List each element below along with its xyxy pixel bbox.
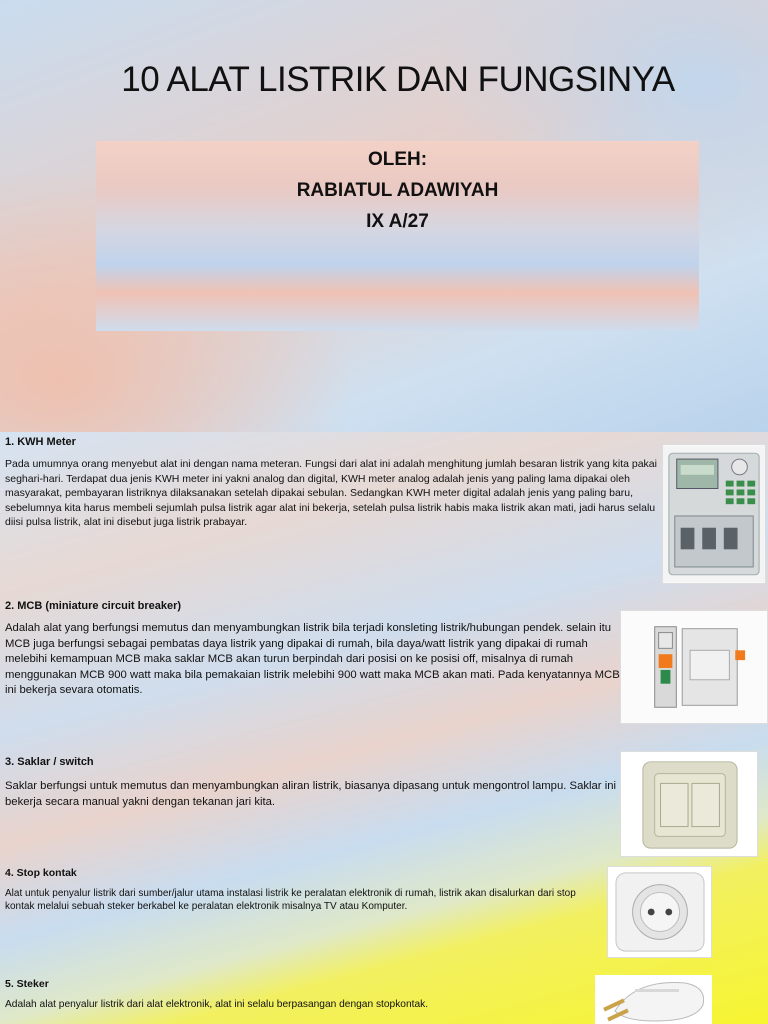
section-heading-steker: 5. Steker	[5, 978, 49, 990]
section-heading-kwh-meter: 1. KWH Meter	[5, 436, 76, 448]
page-title: 10 ALAT LISTRIK DAN FUNGSINYA	[121, 60, 675, 99]
author-box	[96, 141, 699, 331]
socket-photo-icon	[607, 866, 712, 958]
kwh-meter-photo-icon	[662, 444, 766, 584]
section-heading-saklar: 3. Saklar / switch	[5, 756, 94, 768]
content-slide	[0, 432, 768, 1024]
plug-photo-icon	[595, 975, 712, 1024]
author-name: RABIATUL ADAWIYAH	[296, 180, 499, 201]
title-slide	[0, 0, 768, 432]
section-body-kwh-meter: Pada umumnya orang menyebut alat ini dengan nama meteran. Fungsi dari alat ini adalah menghitung jumlah besaran listrik yang kita pakai seghari-hari. Terdapat dua jenis KWH meter ini yakni analog dan digital, KWH meter analog adalah jenis yang paling lama dipakai oleh masyarakat, pembayaran listriknya dilaksanakan setelah dipakai sebulan. Sedangkan KWH meter digital adalah jenis yang paling baru, sebelumnya kita harus membeli sejumlah pulsa listrik agar alat ini bekerja, setelah pulsa listrik habis maka listrik akan mati, jadi harus selalu diisi pulsa listrik, alat ini disebut juga listrik prabayar.	[5, 458, 657, 528]
section-heading-stop-kontak: 4. Stop kontak	[5, 867, 77, 879]
switch-photo-icon	[620, 751, 758, 857]
section-body-steker: Adalah alat penyalur listrik dari alat elektronik, alat ini selalu berpasangan dengan stopkontak.	[5, 999, 429, 1010]
section-body-mcb: Adalah alat yang berfungsi memutus dan menyambungkan listrik bila terjadi konsleting listrik/hubungan pendek. selain itu MCB juga berfungsi sebagai pembatas daya listrik yang dipakai di rumah, bila daya/watt listrik yang dipakai di rumah melebihi kemampuan MCB maka saklar MCB akan turun berpindah dari posisi on ke posisi off, misalnya di rumah menggunakan MCB 900 watt maka bila pemakaian listrik melebihi 900 watt maka MCB akan mati. Pada kenyatannya MCB ini bekerja sevara otomatis.	[5, 622, 620, 697]
author-label: OLEH:	[367, 149, 428, 170]
author-class: IX A/27	[366, 211, 429, 232]
section-body-saklar: Saklar berfungsi untuk memutus dan menyambungkan aliran listrik, biasanya dipasang untuk mengontrol lampu. Saklar ini bekerja secara manual yakni dengan tekanan jari kita.	[5, 780, 616, 808]
mcb-photo-icon	[620, 610, 768, 724]
section-heading-mcb: 2. MCB (miniature circuit breaker)	[5, 600, 182, 612]
section-body-stop-kontak: Alat untuk penyalur listrik dari sumber/jalur utama instalasi listrik ke peralatan elektronik di rumah, listrik akan disalurkan dari stop kontak melalui sebuah steker berkabel ke peralatan elektronik misalnya TV atau Komputer.	[5, 888, 576, 912]
